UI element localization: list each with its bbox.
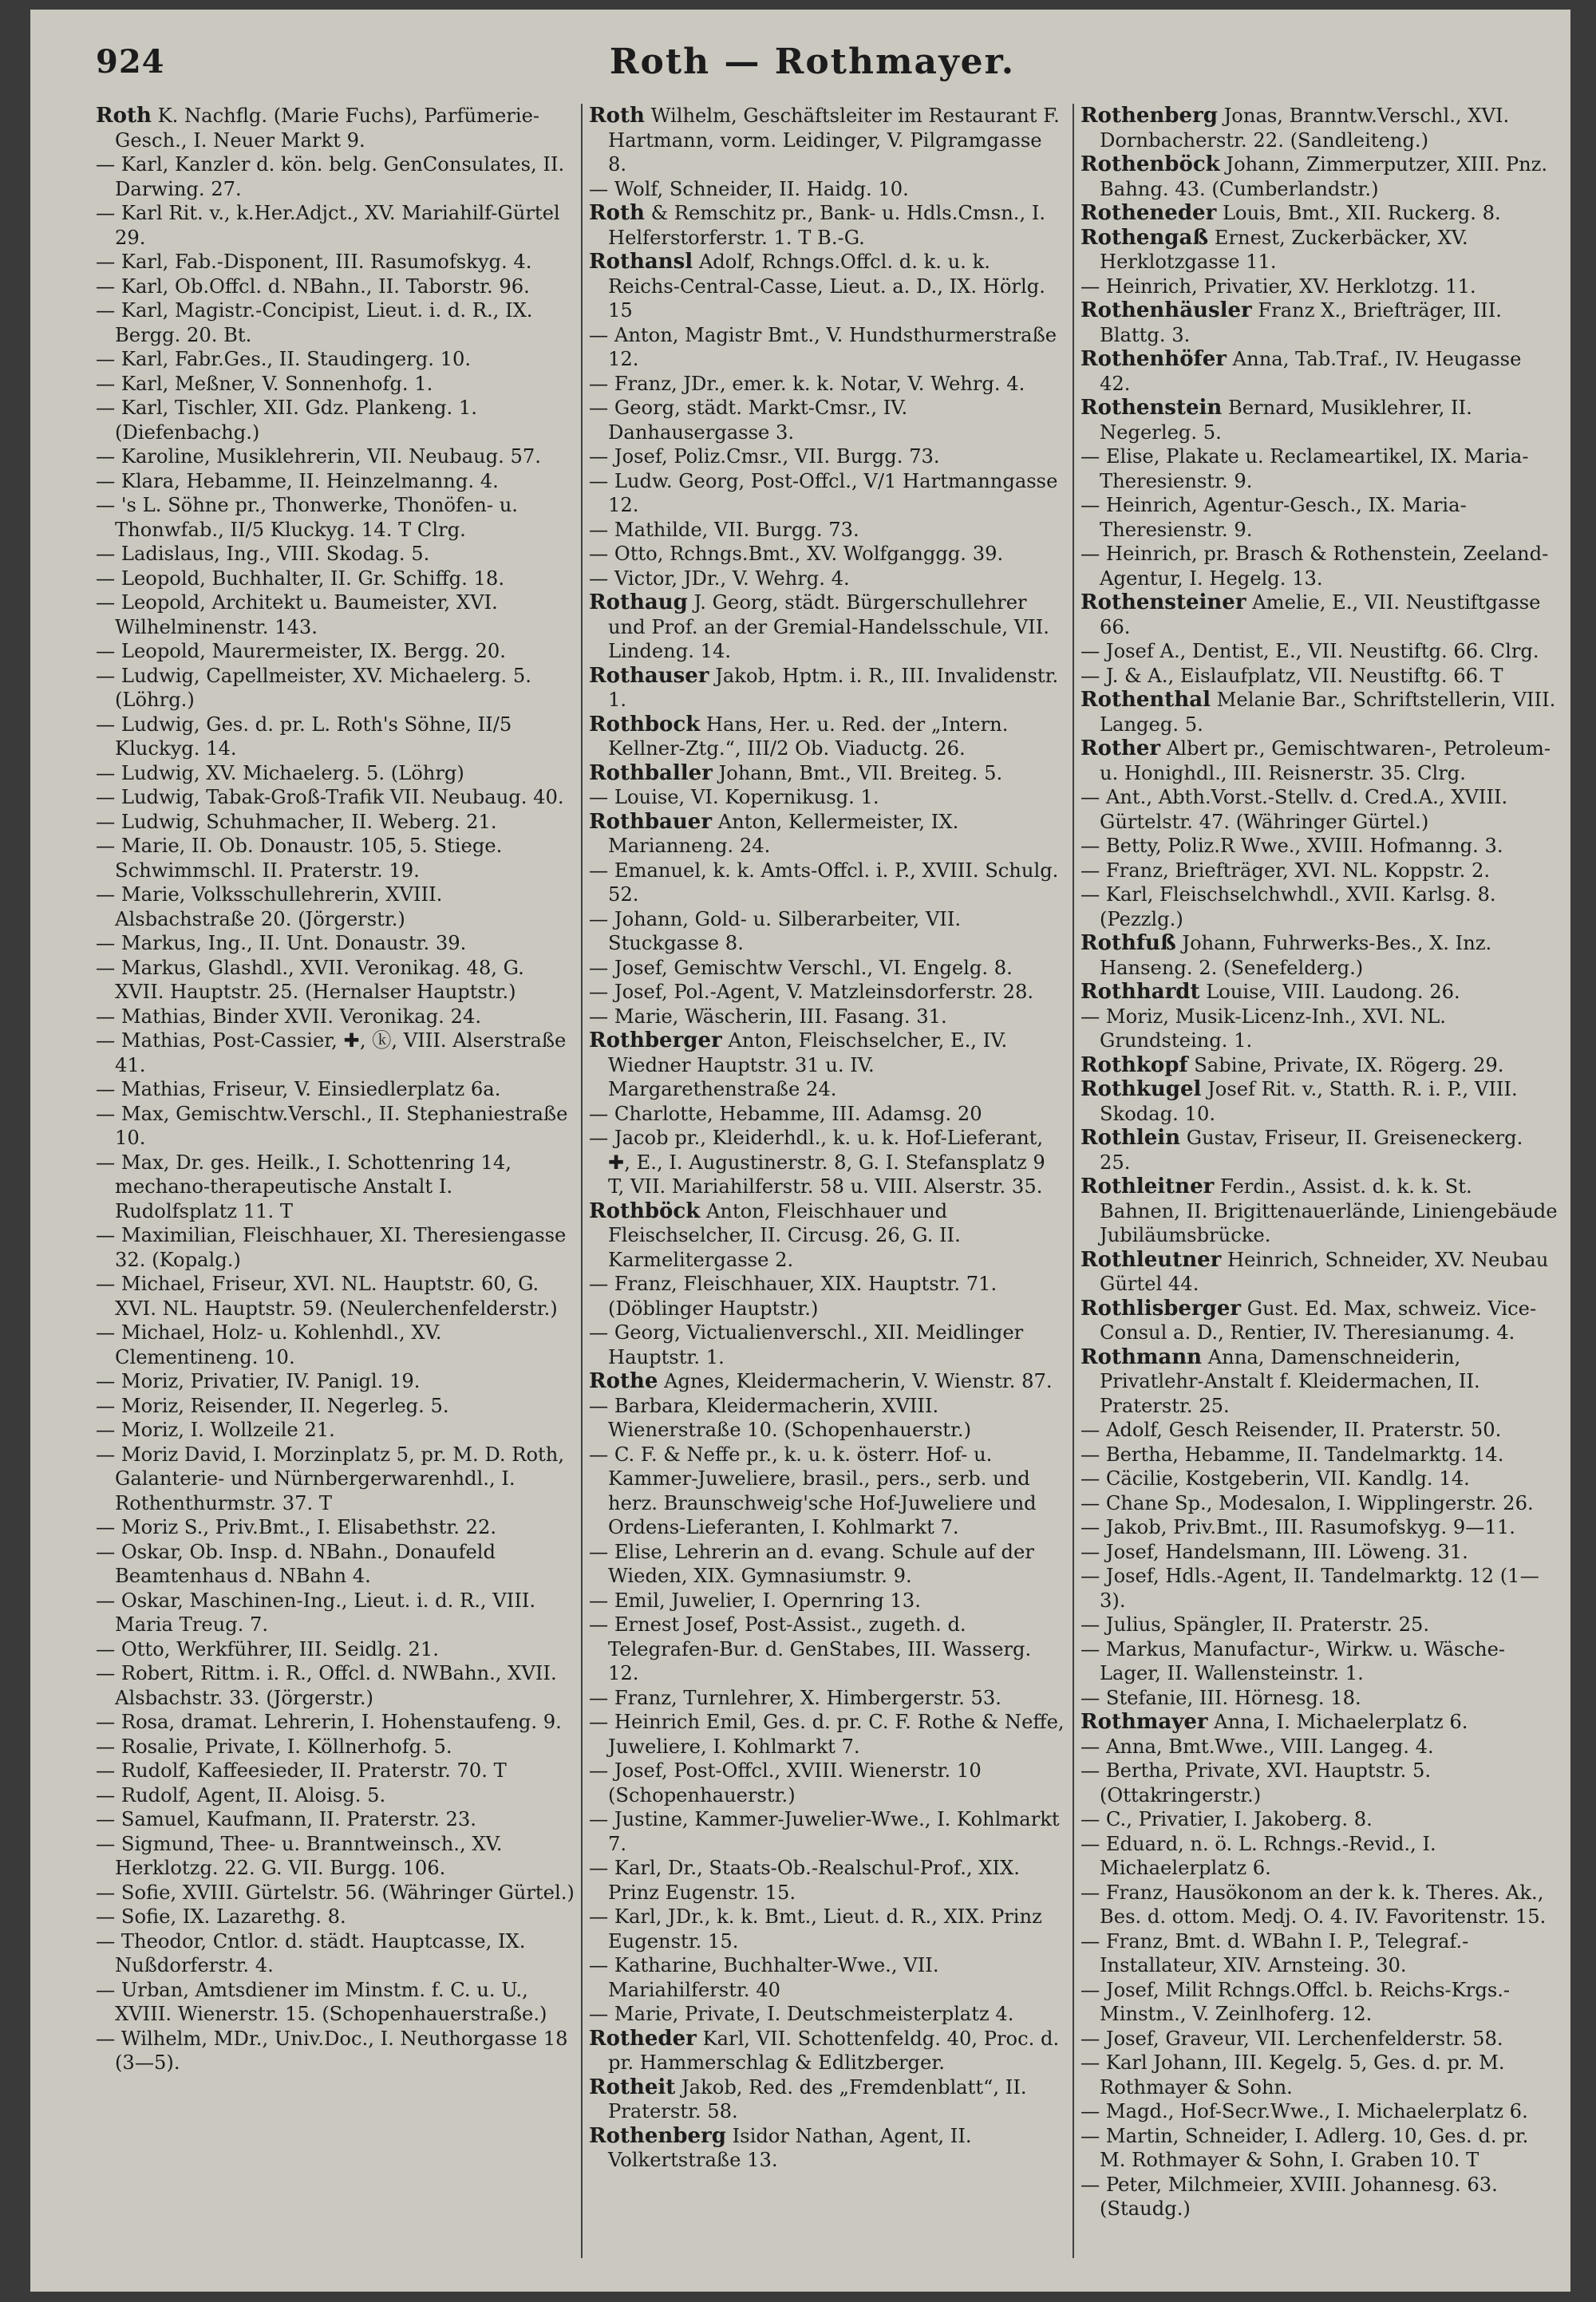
directory-entry: — Ludwig, Schuhmacher, II. Weberg. 21. (96, 810, 497, 833)
directory-entry: — Louise, VI. Kopernikusg. 1. (589, 786, 879, 808)
directory-entry: — Karl, Dr., Staats-Ob.-Realschul-Prof., XIX. Prinz Eugenstr. 15. (589, 1857, 1020, 1904)
directory-entry: — Leopold, Maurermeister, IX. Bergg. 20. (96, 640, 506, 662)
directory-entry: — Markus, Glashdl., XVII. Veronikag. 48, G. XVII. Hauptstr. 25. (Hernalser Hauptstr.) (96, 956, 524, 1003)
directory-entry: — Karl Rit. v., k.Her.Adjct., XV. Mariahilf-Gürtel 29. (96, 202, 560, 249)
directory-entry: — Michael, Holz- u. Kohlenhdl., XV. Clementineng. 10. (96, 1321, 442, 1368)
directory-entry: — Franz, Briefträger, XVI. NL. Koppstr. 2. (1080, 859, 1491, 882)
directory-entry: — C. F. & Neffe pr., k. u. k. österr. Hof- u. Kammer-Juweliere, brasil., pers., serb. und herz. Braunschweig'sche Hof-Juweliere und Ordens-Lieferanten, I. Kohlmarkt 7. (589, 1443, 1037, 1538)
directory-entry: Rother Albert pr., Gemischtwaren-, Petroleum- u. Honighdl., III. Reisnerstr. 35. Clrg. (1080, 736, 1551, 784)
directory-entry: — Karl, JDr., k. k. Bmt., Lieut. d. R., XIX. Prinz Eugenstr. 15. (589, 1905, 1042, 1953)
directory-entry: — Sofie, XVIII. Gürtelstr. 56. (Währinger Gürtel.) (96, 1881, 575, 1904)
directory-entry: Rotheneder Louis, Bmt., XII. Ruckerg. 8. (1080, 201, 1501, 225)
directory-entry: Rothenhöfer Anna, Tab.Traf., IV. Heugasse 42. (1080, 347, 1522, 395)
directory-entry: — Moriz, Reisender, II. Negerleg. 5. (96, 1394, 449, 1417)
directory-entry: — Cäcilie, Kostgeberin, VII. Kandlg. 14. (1080, 1467, 1470, 1490)
directory-entry: — Karl Johann, III. Kegelg. 5, Ges. d. pr. M. Rothmayer & Sohn. (1080, 2051, 1505, 2099)
directory-entry: Rothenböck Johann, Zimmerputzer, XIII. Pnz. Bahng. 43. (Cumberlandstr.) (1080, 152, 1548, 200)
directory-entry: — Sigmund, Thee- u. Branntweinsch., XV. Herklotzg. 22. G. VII. Burgg. 106. (96, 1832, 503, 1879)
directory-entry: — Georg, Victualienverschl., XII. Meidlinger Hauptstr. 1. (589, 1321, 1024, 1368)
directory-entry: — Franz, JDr., emer. k. k. Notar, V. Wehrg. 4. (589, 372, 1025, 395)
directory-entry: — Magd., Hof-Secr.Wwe., I. Michaelerplatz 6. (1080, 2100, 1528, 2122)
directory-entry: — Urban, Amtsdiener im Minstm. f. C. u. U., XVIII. Wienerstr. 15. (Schopenhauerstraße.) (96, 1978, 547, 2025)
directory-entry: — Adolf, Gesch Reisender, II. Praterstr. 50. (1080, 1419, 1502, 1441)
directory-entry: — Karoline, Musiklehrerin, VII. Neubaug. 57. (96, 445, 541, 468)
directory-entry: — Franz, Fleischhauer, XIX. Hauptstr. 71. (Döblinger Hauptstr.) (589, 1273, 998, 1320)
directory-entry: Rotheder Karl, VII. Schottenfeldg. 40, Proc. d. pr. Hammerschlag & Edlitzberger. (589, 2026, 1060, 2074)
directory-entry: — Marie, Private, I. Deutschmeisterplatz 4. (589, 2003, 1014, 2025)
directory-entry: — Mathilde, VII. Burgg. 73. (589, 518, 859, 541)
directory-entry: Rothkopf Sabine, Private, IX. Rögerg. 29. (1080, 1052, 1504, 1077)
directory-entry: — Leopold, Architekt u. Baumeister, XVI. Wilhelminenstr. 143. (96, 591, 498, 638)
directory-entry: Rothenstein Bernard, Musiklehrer, II. Negerleg. 5. (1080, 396, 1472, 444)
directory-entry: Rotheit Jakob, Red. des „Fremdenblatt“, II. Praterstr. 58. (589, 2075, 1027, 2122)
directory-entry: — Josef, Gemischtw Verschl., VI. Engelg. 8. (589, 956, 1013, 979)
directory-entry: — Karl, Fleischselchwhdl., XVII. Karlsg. 8. (Pezzlg.) (1080, 883, 1496, 930)
directory-entry: — Karl, Fabr.Ges., II. Staudingerg. 10. (96, 348, 472, 370)
directory-entry: — Ernest Josef, Post-Assist., zugeth. d. Telegrafen-Bur. d. GenStabes, III. Wasserg. 12. (589, 1613, 1032, 1684)
directory-entry: — Jakob, Priv.Bmt., III. Rasumofskyg. 9—11. (1080, 1516, 1515, 1538)
directory-entry: — Mathias, Binder XVII. Veronikag. 24. (96, 1005, 482, 1028)
directory-entry: Rothberger Anton, Fleischselcher, E., IV. Wiedner Hauptstr. 31 u. IV. Margarethenstraße 24. (589, 1029, 1008, 1100)
directory-entry: — Oskar, Maschinen-Ing., Lieut. i. d. R., VIII. Maria Treug. 7. (96, 1589, 536, 1636)
directory-entry: — Moriz, Privatier, IV. Panigl. 19. (96, 1370, 421, 1392)
running-head: Roth — Rothmayer. (609, 41, 1016, 82)
directory-entry: — Franz, Hausökonom an der k. k. Theres. Ak., Bes. d. ottom. Medj. O. 4. IV. Favoritenstr. 15. (1080, 1881, 1547, 1928)
directory-entry: — Ludwig, Tabak-Groß-Trafik VII. Neubaug. 40. (96, 786, 564, 808)
columns (89, 104, 1566, 2258)
directory-entry: — Klara, Hebamme, II. Heinzelmanng. 4. (96, 469, 499, 492)
directory-entry: — Rudolf, Kaffeesieder, II. Praterstr. 70. T (96, 1759, 507, 1782)
directory-entry: — Max, Gemischtw.Verschl., II. Stephaniestraße 10. (96, 1102, 568, 1149)
directory-entry: — Josef, Pol.-Agent, V. Matzleinsdorferstr. 28. (589, 981, 1034, 1003)
directory-page (30, 10, 1570, 2292)
directory-entry: — Stefanie, III. Hörnesg. 18. (1080, 1686, 1361, 1709)
directory-entry: — Otto, Werkführer, III. Seidlg. 21. (96, 1637, 439, 1660)
directory-entry: Rothleitner Ferdin., Assist. d. k. k. St. Bahnen, II. Brigittenauerlände, Liniengebäude Jubiläumsbrücke. (1080, 1175, 1558, 1246)
directory-entry: — Chane Sp., Modesalon, I. Wipplingerstr. 26. (1080, 1491, 1534, 1514)
directory-entry: — Katharine, Buchhalter-Wwe., VII. Mariahilferstr. 40 (589, 1954, 939, 2001)
directory-entry: — Josef, Poliz.Cmsr., VII. Burgg. 73. (589, 445, 940, 468)
directory-entry: — Karl, Fab.-Disponent, III. Rasumofskyg. 4. (96, 251, 532, 273)
directory-entry: — Emil, Juwelier, I. Opernring 13. (589, 1589, 921, 1612)
directory-entry: Rothballer Johann, Bmt., VII. Breiteg. 5. (589, 760, 1003, 785)
directory-entry: — Maximilian, Fleischhauer, XI. Theresiengasse 32. (Kopalg.) (96, 1224, 567, 1271)
directory-entry: — J. & A., Eislaufplatz, VII. Neustiftg. 66. T (1080, 664, 1503, 687)
directory-entry: — Justine, Kammer-Juwelier-Wwe., I. Kohlmarkt 7. (589, 1808, 1060, 1855)
directory-entry: — Leopold, Buchhalter, II. Gr. Schiffg. 18. (96, 567, 505, 590)
directory-entry: — Ludwig, XV. Michaelerg. 5. (Löhrg) (96, 761, 464, 784)
directory-entry: — Heinrich, Agentur-Gesch., IX. Maria-Theresienstr. 9. (1080, 494, 1467, 541)
directory-entry: — Michael, Friseur, XVI. NL. Hauptstr. 60, G. XVI. NL. Hauptstr. 59. (Neulerchenfelderstr.) (96, 1273, 558, 1320)
directory-entry: — Eduard, n. ö. L. Rchngs.-Revid., I. Michaelerplatz 6. (1080, 1832, 1436, 1879)
page-number: 924 (96, 43, 165, 81)
directory-entry: — Heinrich Emil, Ges. d. pr. C. F. Rothe & Neffe, Juweliere, I. Kohlmarkt 7. (589, 1711, 1065, 1758)
directory-entry: — Wilhelm, MDr., Univ.Doc., I. Neuthorgasse 18 (3—5). (96, 2027, 568, 2074)
directory-entry: — Otto, Rchngs.Bmt., XV. Wolfganggg. 39. (589, 543, 1004, 565)
directory-entry: — Josef, Handelsmann, III. Löweng. 31. (1080, 1540, 1468, 1563)
directory-entry: — Bertha, Private, XVI. Hauptstr. 5. (Ottakringerstr.) (1080, 1759, 1432, 1806)
directory-entry: Rothenberg Jonas, Branntw.Verschl., XVI. Dornbacherstr. 22. (Sandleiteng.) (1080, 104, 1510, 152)
directory-entry: — Samuel, Kaufmann, II. Praterstr. 23. (96, 1808, 476, 1830)
directory-entry: — Karl, Meßner, V. Sonnenhofg. 1. (96, 372, 433, 395)
directory-entry: — Anton, Magistr Bmt., V. Hundsthurmerstraße 12. (589, 323, 1057, 370)
directory-entry: — Heinrich, Privatier, XV. Herklotzg. 11. (1080, 274, 1476, 298)
directory-entry: Rothmann Anna, Damenschneiderin, Privatlehr-Anstalt f. Kleidermachen, II. Praterstr. 25. (1080, 1344, 1480, 1417)
directory-entry: — Johann, Gold- u. Silberarbeiter, VII. Stuckgasse 8. (589, 907, 962, 954)
directory-entry: — Franz, Bmt. d. WBahn I. P., Telegraf.-Installateur, XIV. Arnsteing. 30. (1080, 1929, 1469, 1976)
directory-entry: — Karl, Tischler, XII. Gdz. Plankeng. 1. (Diefenbachg.) (96, 397, 477, 444)
directory-entry: Rothengaß Ernest, Zuckerbäcker, XV. Herklotzgasse 11. (1080, 225, 1468, 273)
directory-entry: — Rudolf, Agent, II. Aloisg. 5. (96, 1783, 386, 1806)
column-3 (1073, 104, 1564, 2258)
column-1 (89, 104, 581, 2258)
directory-entry: Rothauser Jakob, Hptm. i. R., III. Invalidenstr. 1. (589, 663, 1059, 711)
directory-entry: Rothfuß Johann, Fuhrwerks-Bes., X. Inz. Hanseng. 2. (Senefelderg.) (1080, 931, 1492, 979)
directory-entry: — Victor, JDr., V. Wehrg. 4. (589, 567, 850, 590)
directory-entry: Rothböck Anton, Fleischhauer und Fleischselcher, II. Circusg. 26, G. II. Karmelitergasse 2. (589, 1198, 961, 1271)
directory-entry: — Josef, Graveur, VII. Lerchenfelderstr. 58. (1080, 2027, 1503, 2050)
directory-entry: — Wolf, Schneider, II. Haidg. 10. (589, 177, 909, 200)
directory-entry: — Ludw. Georg, Post-Offcl., V/1 Hartmanngasse 12. (589, 469, 1058, 516)
directory-entry: — Ladislaus, Ing., VIII. Skodag. 5. (96, 543, 430, 565)
directory-entry: — Moriz David, I. Morzinplatz 5, pr. M. D. Roth, Galanterie- und Nürnbergerwarenhdl., I. Rothenthurmstr. 37. T (96, 1443, 565, 1514)
directory-entry: — Ludwig, Ges. d. pr. L. Roth's Söhne, II/5 Kluckyg. 14. (96, 713, 512, 760)
directory-entry: — Moriz S., Priv.Bmt., I. Elisabethstr. 22. (96, 1516, 497, 1538)
directory-entry: — Rosalie, Private, I. Köllnerhofg. 5. (96, 1735, 452, 1758)
directory-entry: — Elise, Plakate u. Reclameartikel, IX. Maria-Theresienstr. 9. (1080, 445, 1529, 492)
directory-entry: — Josef A., Dentist, E., VII. Neustiftg. 66. Clrg. (1080, 640, 1539, 662)
directory-entry: Rothenberg Isidor Nathan, Agent, II. Volkertstraße 13. (589, 2123, 972, 2171)
directory-entry: — Betty, Poliz.R Wwe., XVIII. Hofmanng. 3. (1080, 835, 1503, 857)
directory-entry: — Ludwig, Capellmeister, XV. Michaelerg. 5. (Löhrg.) (96, 664, 531, 711)
directory-entry: — Josef, Milit Rchngs.Offcl. b. Reichs-Krgs.-Minstm., V. Zeinlhoferg. 12. (1080, 1978, 1511, 2025)
directory-entry: Rothleutner Heinrich, Schneider, XV. Neubau Gürtel 44. (1080, 1247, 1549, 1295)
directory-entry: Rothansl Adolf, Rchngs.Offcl. d. k. u. k. Reichs-Central-Casse, Lieut. a. D., IX. Hörlg. 15 (589, 250, 1045, 322)
directory-entry: Roth K. Nachflg. (Marie Fuchs), Parfümerie-Gesch., I. Neuer Markt 9. (96, 104, 540, 152)
directory-entry: Roth & Remschitz pr., Bank- u. Hdls.Cmsn., I. Helferstorferstr. 1. T B.-G. (589, 201, 1046, 249)
directory-entry: — C., Privatier, I. Jakoberg. 8. (1080, 1808, 1373, 1830)
directory-entry: — Sofie, IX. Lazarethg. 8. (96, 1905, 346, 1928)
directory-entry: — Julius, Spängler, II. Praterstr. 25. (1080, 1613, 1430, 1636)
directory-entry: — Moriz, I. Wollzeile 21. (96, 1419, 335, 1441)
directory-entry: — Peter, Milchmeier, XVIII. Johannesg. 63. (Staudg.) (1080, 2173, 1498, 2220)
directory-entry: — Marie, Wäscherin, III. Fasang. 31. (589, 1005, 947, 1028)
directory-entry: Roth Wilhelm, Geschäftsleiter im Restaurant F. Hartmann, vorm. Leidinger, V. Pilgramgasse 8. (589, 104, 1060, 176)
directory-entry: — Josef, Hdls.-Agent, II. Tandelmarktg. 12 (1—3). (1080, 1565, 1539, 1612)
directory-entry: Rothenthal Melanie Bar., Schriftstellerin, VIII. Langeg. 5. (1080, 688, 1556, 736)
directory-entry: Rothkugel Josef Rit. v., Statth. R. i. P., VIII. Skodag. 10. (1080, 1077, 1518, 1125)
directory-entry: Rothe Agnes, Kleidermacherin, V. Wienstr. 87. (589, 1369, 1053, 1393)
directory-entry: Rothenhäusler Franz X., Briefträger, III. Blattg. 3. (1080, 298, 1502, 346)
directory-entry: — Emanuel, k. k. Amts-Offcl. i. P., XVIII. Schulg. 52. (589, 859, 1059, 906)
directory-entry: Rothbock Hans, Her. u. Red. der „Intern. Kellner-Ztg.“, III/2 Ob. Viaductg. 26. (589, 712, 1009, 760)
directory-entry: Rothmayer Anna, I. Michaelerplatz 6. (1080, 1710, 1468, 1734)
directory-entry: Rothbauer Anton, Kellermeister, IX. Marianneng. 24. (589, 809, 959, 857)
directory-entry: Rothhardt Louise, VIII. Laudong. 26. (1080, 980, 1460, 1004)
directory-entry: — Rosa, dramat. Lehrerin, I. Hohenstaufeng. 9. (96, 1711, 562, 1733)
directory-entry: — Josef, Post-Offcl., XVIII. Wienerstr. 10 (Schopenhauerstr.) (589, 1759, 982, 1806)
directory-entry: — Charlotte, Hebamme, III. Adamsg. 20 (589, 1102, 982, 1125)
directory-entry: — Ant., Abth.Vorst.-Stellv. d. Cred.A., XVIII. Gürtelstr. 47. (Währinger Gürtel.) (1080, 786, 1508, 833)
directory-entry: — Franz, Turnlehrer, X. Himbergerstr. 53. (589, 1686, 1001, 1709)
directory-entry: Rothlisberger Gust. Ed. Max, schweiz. Vice-Consul a. D., Rentier, IV. Theresianumg. 4. (1080, 1296, 1537, 1344)
directory-entry: — Markus, Manufactur-, Wirkw. u. Wäsche-Lager, II. Wallensteinstr. 1. (1080, 1637, 1506, 1684)
directory-entry: — Mathias, Post-Cassier, ✚, ⓚ, VIII. Alserstraße 41. (96, 1029, 567, 1076)
directory-entry: — Moriz, Musik-Licenz-Inh., XVI. NL. Grundsteing. 1. (1080, 1005, 1446, 1052)
directory-entry: — Marie, II. Ob. Donaustr. 105, 5. Stiege. Schwimmschl. II. Praterstr. 19. (96, 835, 503, 882)
directory-entry: — Oskar, Ob. Insp. d. NBahn., Donaufeld Beamtenhaus d. NBahn 4. (96, 1540, 496, 1587)
directory-entry: — Theodor, Cntlor. d. städt. Hauptcasse, IX. Nußdorferstr. 4. (96, 1929, 526, 1976)
directory-entry: — 's L. Söhne pr., Thonwerke, Thonöfen- u. Thonwfab., II/5 Kluckyg. 14. T Clrg. (96, 494, 518, 541)
directory-entry: — Mathias, Friseur, V. Einsiedlerplatz 6a. (96, 1078, 501, 1100)
directory-entry: — Elise, Lehrerin an d. evang. Schule auf der Wieden, XIX. Gymnasiumstr. 9. (589, 1540, 1034, 1587)
directory-entry: — Robert, Rittm. i. R., Offcl. d. NWBahn., XVII. Alsbachstr. 33. (Jörgerstr.) (96, 1662, 557, 1709)
directory-entry: — Georg, städt. Markt-Cmsr., IV. Danhausergasse 3. (589, 397, 908, 444)
directory-entry: — Max, Dr. ges. Heilk., I. Schottenring 14, mechano-therapeutische Anstalt I. Rudolfsplatz 11. T (96, 1151, 512, 1222)
directory-entry: — Jacob pr., Kleiderhdl., k. u. k. Hof-Lieferant, ✚, E., I. Augustinerstr. 8, G. I. Stefansplatz 9 T, VII. Mariahilferstr. 58 u. VIII. Alserstr. 35. (589, 1127, 1045, 1198)
directory-entry: — Karl, Kanzler d. kön. belg. GenConsulates, II. Darwing. 27. (96, 153, 565, 200)
directory-entry: — Karl, Ob.Offcl. d. NBahn., II. Taborstr. 96. (96, 274, 530, 298)
directory-entry: — Bertha, Hebamme, II. Tandelmarktg. 14. (1080, 1443, 1504, 1466)
directory-entry: — Heinrich, pr. Brasch & Rothenstein, Zeeland-Agentur, I. Hegelg. 13. (1080, 543, 1549, 590)
directory-entry: — Martin, Schneider, I. Adlerg. 10, Ges. d. pr. M. Rothmayer & Sohn, I. Graben 10. T (1080, 2124, 1529, 2171)
directory-entry: Rothlein Gustav, Friseur, II. Greiseneckerg. 25. (1080, 1126, 1523, 1174)
directory-entry: — Barbara, Kleidermacherin, XVIII. Wienerstraße 10. (Schopenhauerstr.) (589, 1394, 972, 1441)
directory-entry: — Karl, Magistr.-Concipist, Lieut. i. d. R., IX. Bergg. 20. Bt. (96, 299, 533, 346)
directory-entry: Rothaug J. Georg, städt. Bürgerschullehrer und Prof. an der Gremial-Handelsschule, VII. Lindeng. 14. (589, 590, 1049, 662)
directory-entry: — Markus, Ing., II. Unt. Donaustr. 39. (96, 932, 467, 954)
directory-entry: — Anna, Bmt.Wwe., VIII. Langeg. 4. (1080, 1735, 1434, 1758)
directory-entry: — Marie, Volksschullehrerin, XVIII. Alsbachstraße 20. (Jörgerstr.) (96, 883, 443, 930)
directory-entry: Rothensteiner Amelie, E., VII. Neustiftgasse 66. (1080, 590, 1541, 638)
column-2 (581, 104, 1073, 2258)
